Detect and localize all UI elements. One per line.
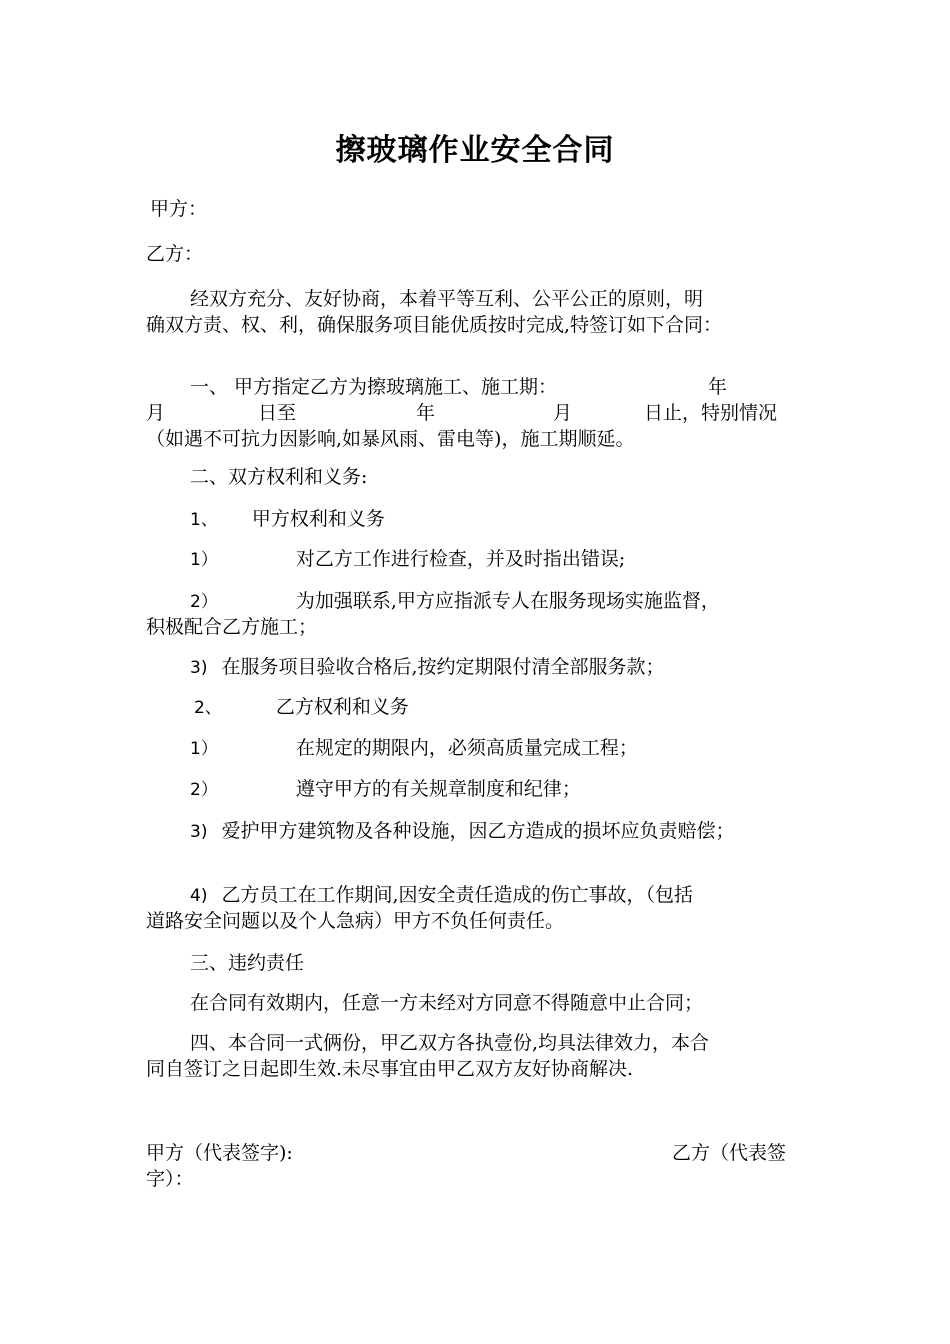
party-a-item-2-continuation: 积极配合乙方施工； — [146, 616, 318, 638]
section1-line1 — [190, 374, 557, 400]
party-a-rights-number: 1、 — [190, 510, 218, 530]
item-text: 在规定的期限内，必须高质量完成工程； — [295, 737, 638, 759]
item-text: 在服务项目验收合格后,按约定期限付清全部服务款； — [221, 656, 665, 678]
item-number: 1） — [190, 739, 218, 759]
party-a-item-3 — [190, 654, 665, 681]
party-b-item-3 — [190, 818, 734, 845]
party-b-item-4-continuation: 道路安全问题以及个人急病）甲方不负任何责任。 — [146, 910, 565, 932]
item-number: 3) — [190, 822, 208, 842]
party-b-rights-heading — [194, 694, 409, 721]
item-number: 3) — [190, 658, 208, 678]
section1-prefix: 一、 甲方指定乙方为擦玻璃施工、施工期： — [190, 376, 558, 398]
section1-day-to: 日至 — [258, 402, 297, 424]
party-b-item-4 — [190, 882, 693, 909]
section1-line3: （如遇不可抗力因影响,如暴风雨、雷电等)，施工期顺延。 — [146, 428, 635, 450]
section1-month-blank2: 月 — [553, 402, 573, 424]
item-number: 2） — [190, 780, 218, 800]
item-number: 2） — [190, 592, 218, 612]
item-text: 乙方员工在工作期间,因安全责任造成的伤亡事故，（包括 — [221, 884, 693, 906]
item-text: 为加强联系,甲方应指派专人在服务现场实施监督， — [295, 590, 720, 612]
party-b-label: 乙方： — [146, 243, 204, 265]
section1-day-end: 日止，特别情况 — [644, 402, 778, 424]
signature-party-b-line2: 字）： — [146, 1168, 194, 1190]
item-text: 爱护甲方建筑物及各种设施，因乙方造成的损坏应负责赔偿； — [221, 820, 735, 842]
intro-paragraph-line1: 经双方充分、友好协商，本着平等互利、公平公正的原则，明 — [190, 288, 704, 310]
section1-year-blank2: 年 — [416, 402, 436, 424]
party-a-rights-title: 甲方权利和义务 — [251, 508, 385, 530]
item-number: 1） — [190, 550, 218, 570]
party-a-label: 甲方： — [150, 198, 208, 220]
item-text: 对乙方工作进行检查，并及时指出错误; — [295, 548, 626, 570]
signature-party-a: 甲方（代表签字): — [146, 1142, 293, 1164]
signature-party-b-line1: 乙方（代表签 — [672, 1142, 787, 1164]
document-title: 擦玻璃作业安全合同 — [335, 133, 615, 168]
party-a-item-2 — [190, 588, 720, 615]
party-b-item-1 — [190, 735, 638, 762]
item-text: 遵守甲方的有关规章制度和纪律； — [295, 778, 581, 800]
section1-year-blank1: 年 — [708, 376, 728, 398]
section3-title: 三、违约责任 — [190, 952, 305, 974]
party-b-item-2 — [190, 776, 581, 803]
section3-text: 在合同有效期内，任意一方未经对方同意不得随意中止合同； — [190, 992, 704, 1014]
section4-line2: 同自签订之日起即生效.未尽事宜由甲乙双方友好协商解决. — [146, 1058, 634, 1080]
section4-line1: 四、本合同一式俩份，甲乙双方各执壹份,均具法律效力，本合 — [190, 1032, 710, 1054]
item-number: 4) — [190, 886, 208, 906]
party-a-rights-heading — [190, 506, 385, 533]
party-a-item-1 — [190, 546, 625, 573]
party-b-rights-title: 乙方权利和义务 — [275, 696, 409, 718]
intro-paragraph-line2: 确双方责、权、利，确保服务项目能优质按时完成,特签订如下合同： — [146, 314, 723, 336]
section2-title: 二、双方权利和义务: — [190, 466, 368, 488]
section1-month-blank1: 月 — [146, 402, 166, 424]
party-b-rights-number: 2、 — [194, 698, 222, 718]
